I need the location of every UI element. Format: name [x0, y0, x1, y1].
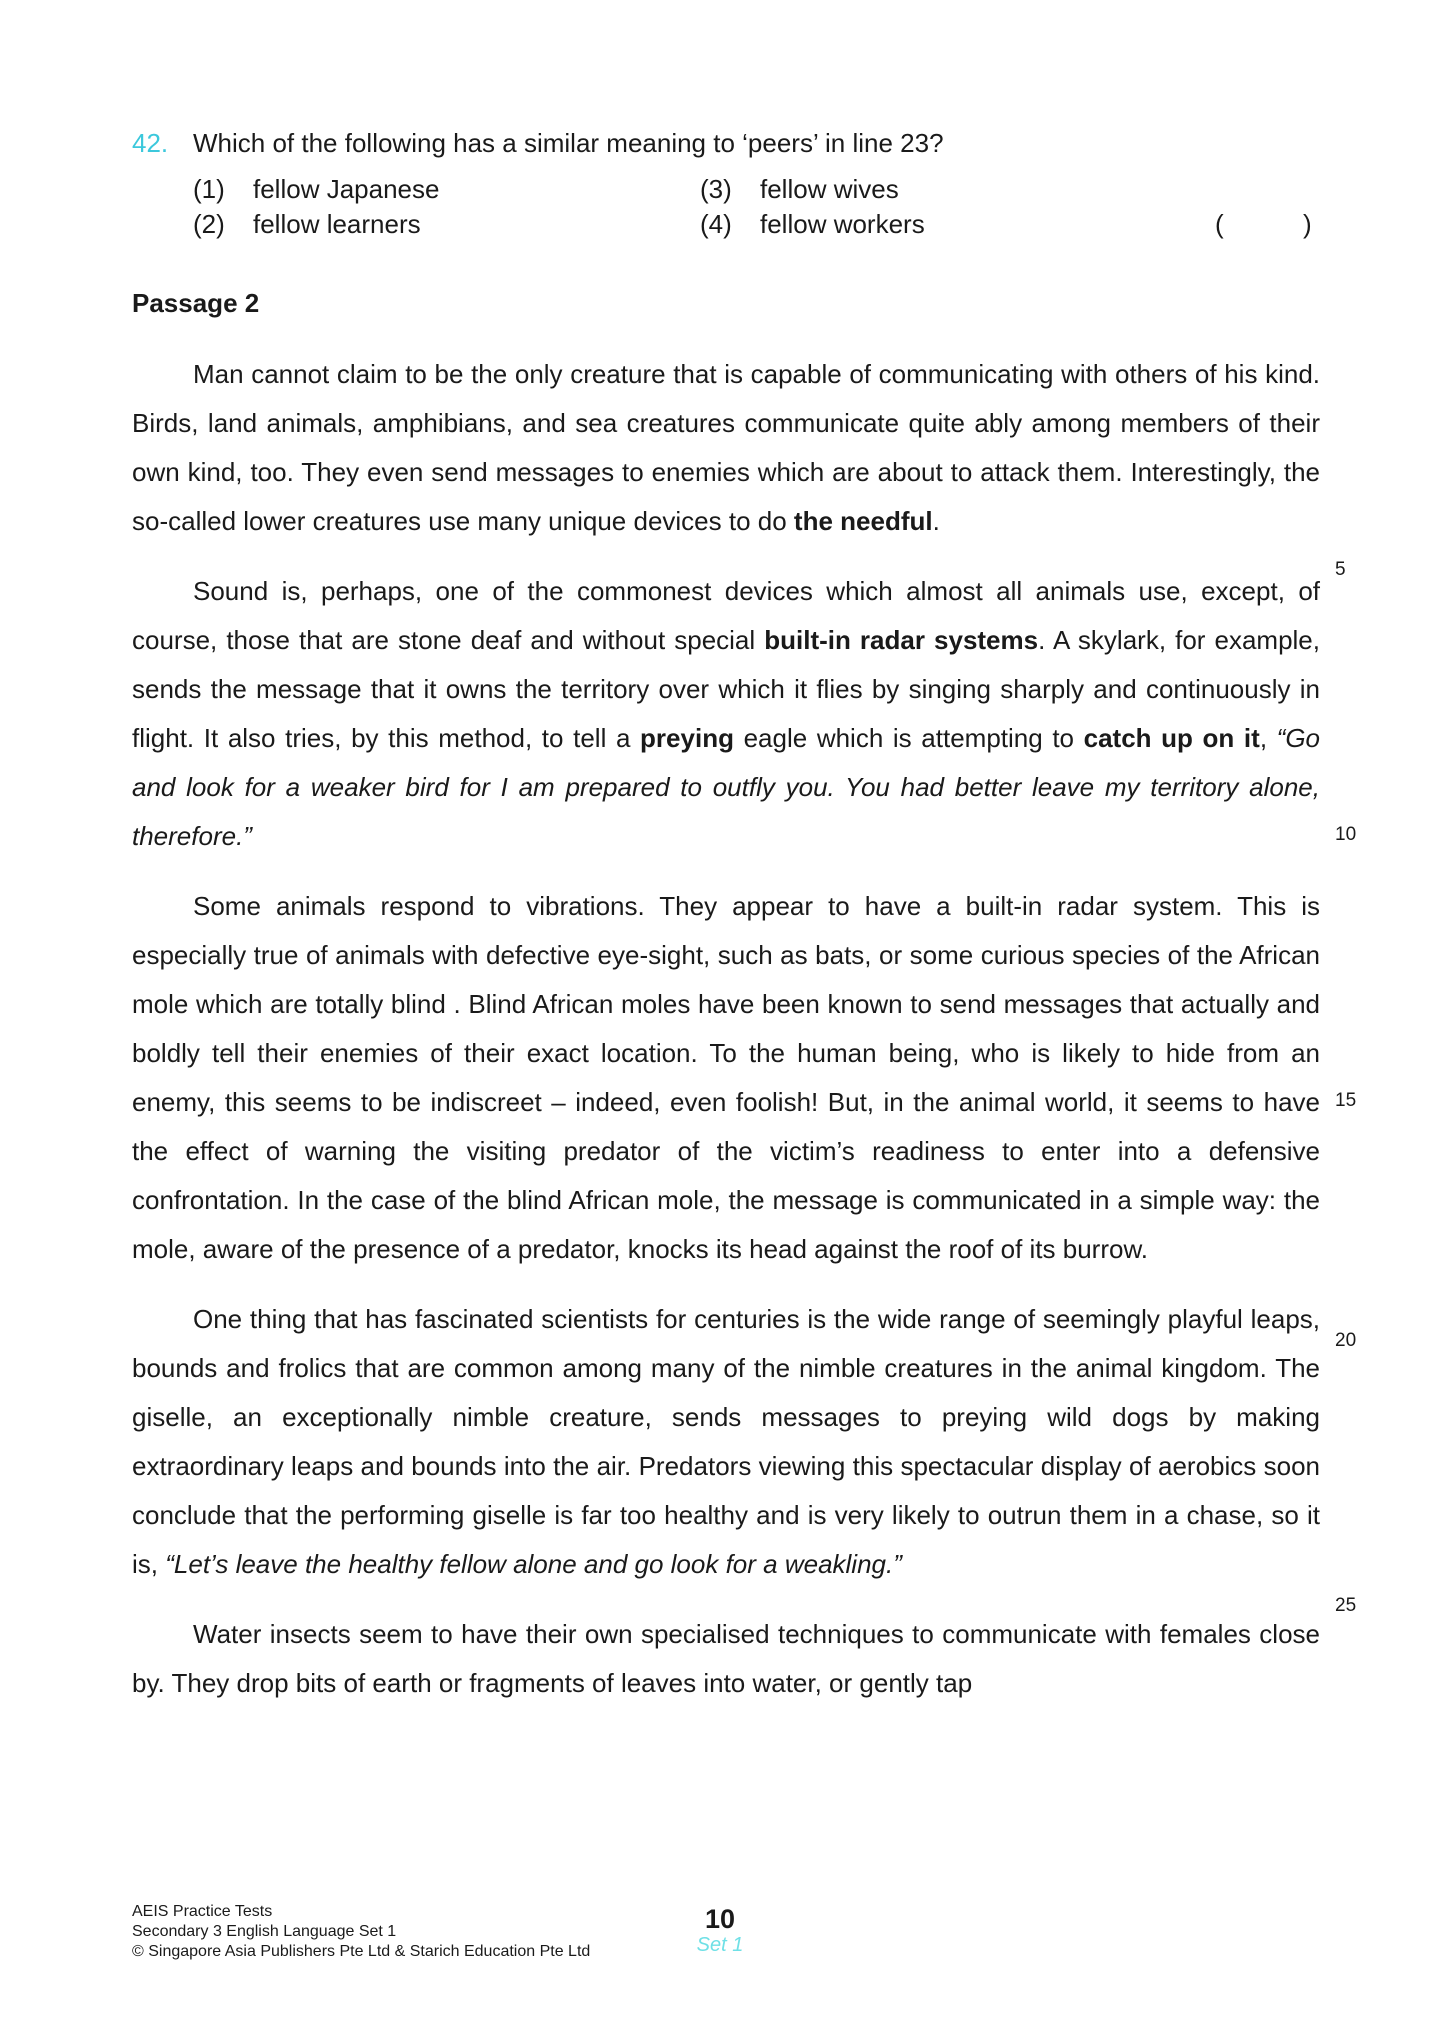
- footer-copyright: © Singapore Asia Publishers Pte Ltd & Starich Education Pte Ltd: [132, 1943, 591, 1960]
- passage-title: Passage 2: [132, 288, 260, 318]
- text-run: . A skylark, for example, sends the message that it owns the territory over which it flies by singing sharply and continuously in flight. It also tries, by this method, to tell a: [132, 625, 1320, 753]
- line-number: 5: [1335, 559, 1346, 580]
- bold-phrase: catch up on it: [1083, 723, 1260, 753]
- text-run: Some animals respond to vibrations. They appear to have a built-in radar system. This is especially true of animals with defective eye-sight, such as bats, or some curious species of the African mole which are totally blind . Blind African moles have been known to send messages that actually and boldly tell their enemies of their exact location. To the human being, who is likely to hide from an enemy, this seems to be indiscreet – indeed, even foolish! But, in the animal world, it seems to have the effect of warning the visiting predator of the victim’s readiness to enter into a defensive confrontation. In the case of the blind African mole, the message is communicated in a simple way: the mole, aware of the presence of a predator, knocks its head against the roof of its burrow.: [132, 891, 1320, 1264]
- text-run: Water insects seem to have their own specialised techniques to communicate with females close by. They drop bits of earth or fragments of leaves into water, or gently tap: [132, 1619, 1320, 1698]
- footer-series: AEIS Practice Tests: [132, 1903, 273, 1920]
- line-number: 10: [1335, 824, 1357, 845]
- option-number: (2): [193, 209, 225, 239]
- paragraph-4: [132, 1295, 1320, 1589]
- text-run: Sound is, perhaps, one of the commonest devices which almost all animals use, except, of course, those that are stone deaf and without special: [132, 576, 1320, 655]
- footer-subject: Secondary 3 English Language Set 1: [132, 1923, 397, 1940]
- passage-body: [132, 350, 1320, 1729]
- text-run: ,: [1259, 723, 1277, 753]
- paragraph-3: [132, 882, 1320, 1274]
- question-42: [132, 126, 1322, 242]
- paragraph-1: [132, 350, 1320, 546]
- option-text: fellow Japanese: [253, 174, 440, 204]
- bold-phrase: built-in radar systems: [764, 625, 1039, 655]
- option-number: (1): [193, 174, 225, 204]
- option-text: fellow workers: [760, 209, 925, 239]
- italic-quote: “Let’s leave the healthy fellow alone and go look for a weakling.”: [165, 1549, 902, 1579]
- line-number: 15: [1335, 1090, 1357, 1111]
- option-text: fellow learners: [253, 209, 421, 239]
- question-text: Which of the following has a similar meaning to ‘peers’ in line 23?: [193, 128, 944, 158]
- text-run: eagle which is attempting to: [733, 723, 1084, 753]
- page-number: 10: [704, 1904, 736, 1934]
- answer-bracket-close: ): [1303, 209, 1312, 239]
- answer-bracket-open: (: [1215, 209, 1224, 239]
- option-number: (4): [700, 209, 732, 239]
- paragraph-5: [132, 1610, 1320, 1708]
- option-text: fellow wives: [760, 174, 899, 204]
- text-run: One thing that has fascinated scientists for centuries is the wide range of seemingly playful leaps, bounds and frolics that are common among many of the nimble creatures in the animal kingdom. The giselle, an exceptionally nimble creature, sends messages to preying wild dogs by making extraordinary leaps and bounds into the air. Predators viewing this spectacular display of aerobics soon conclude that the performing giselle is far too healthy and is very likely to outrun them in a chase, so it is,: [132, 1304, 1320, 1579]
- bold-phrase: the needful: [793, 506, 933, 536]
- question-header: [132, 126, 1322, 160]
- footer-credits: [132, 1902, 590, 1962]
- option-number: (3): [700, 174, 732, 204]
- italic-quote: “Go and look for a weaker bird for I am prepared to outfly you. You had better leave my territory alone, therefore.”: [132, 723, 1320, 851]
- question-number: 42.: [132, 128, 169, 158]
- paragraph-2: [132, 567, 1320, 861]
- text-run: Man cannot claim to be the only creature that is capable of communicating with others of his kind. Birds, land animals, amphibians, and sea creatures communicate quite ably among members of their own kind, too. They even send messages to enemies which are about to attack them. Interestingly, the so-called lower creatures use many unique devices to do: [132, 359, 1320, 536]
- line-number: 20: [1335, 1330, 1357, 1351]
- text-run: .: [932, 506, 940, 536]
- line-number: 25: [1335, 1595, 1357, 1616]
- bold-phrase: preying: [640, 723, 734, 753]
- set-label: Set 1: [696, 1934, 744, 1956]
- question-options: [132, 172, 1322, 242]
